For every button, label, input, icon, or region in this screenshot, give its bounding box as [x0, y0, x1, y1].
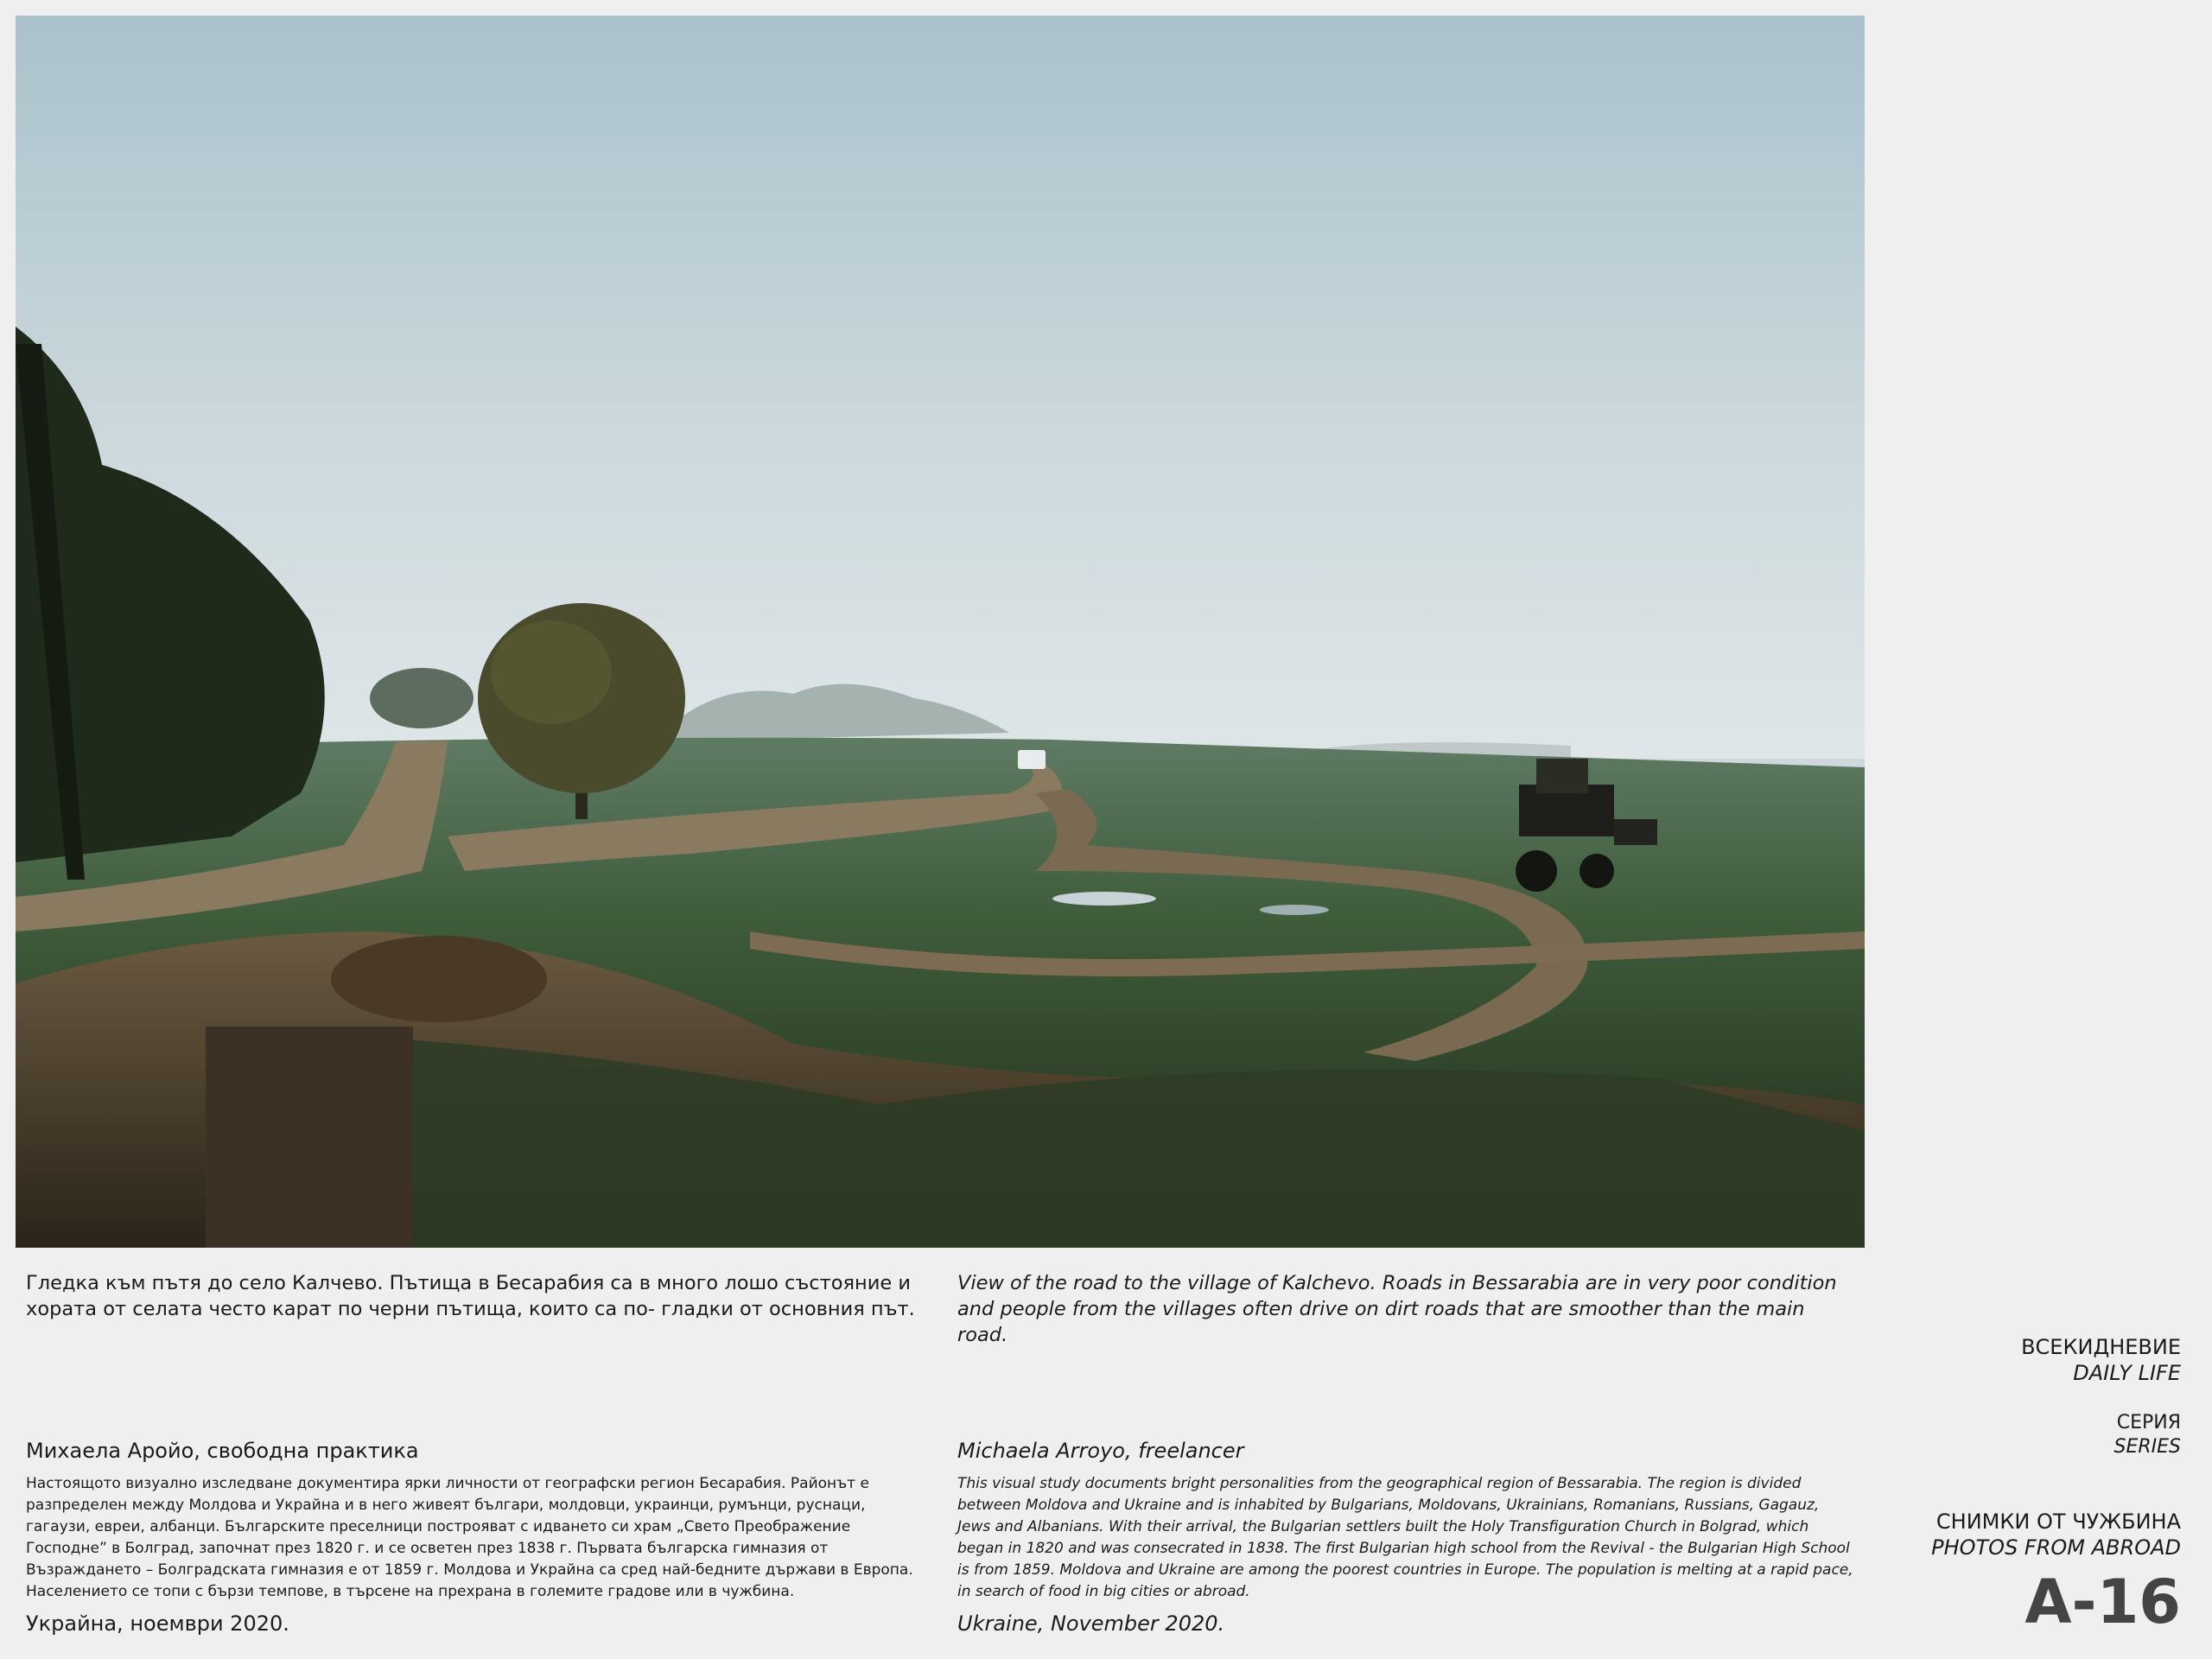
- series-title-bg: СНИМКИ ОТ ЧУЖБИНА: [1936, 1510, 2181, 1534]
- topic-bg: ВСЕКИДНЕВИЕ: [2021, 1335, 2181, 1359]
- puddle-small: [1260, 905, 1329, 915]
- place-en: Ukraine, November 2020.: [957, 1611, 1225, 1636]
- description-bg: Настоящото визуално изследване документира ярки личности от географски регион Бесарабия. Районът е разпределен между Молдова и Украйна и в него живеят българи, молдовци, украинци, румънци, руснаци, гагаузи, евреи, албанци. Българските преселници построяват с идването си храм „Свето Преображение Господне” в Болград, започнат през 1820 г. и се осветен през 1838 г. Първата българска гимназия от Възраждането – Болградската гимназия е от 1859 г. Молдова и Украйна са сред най-бедните държави в Европа. Населението се топи с бързи темпове, в търсене на прехрана в големите градове или в чужбина.: [26, 1475, 913, 1600]
- description-en: This visual study documents bright personalities from the geographical region of Bessarabia. The region is divided between Moldova and Ukraine and is inhabited by Bulgarians, Moldovans, Ukrainians, Romanians, Russians, Gagauz, Jews and Albanians. With their arrival, the Bulgarian settlers built the Holy Transfiguration Church in Bolgrad, which began in 1820 and was consecrated in 1838. The first Bulgarian high school from the Revival - the Bulgarian High School is from 1859. Moldova and Ukraine are among the poorest countries in Europe. The population is melting at a rapid pace, in search of food in big cities or abroad.: [957, 1475, 1853, 1600]
- topic-en: DAILY LIFE: [2073, 1361, 2181, 1385]
- mid-trees: [370, 668, 474, 728]
- series-title: [1835, 1509, 2181, 1560]
- landscape-photo-icon: [16, 16, 1865, 1248]
- topic-label: [1835, 1334, 2181, 1386]
- stone-wall: [206, 1027, 413, 1248]
- author-en: Michaela Arroyo, freelancer: [957, 1439, 1244, 1463]
- author-bg: Михаела Аройо, свободна практика: [26, 1439, 419, 1463]
- series-bg: СЕРИЯ: [2116, 1412, 2181, 1433]
- series-en: SERIES: [2113, 1436, 2181, 1458]
- photo-code: A-16: [2024, 1567, 2181, 1637]
- series-label: [1835, 1411, 2181, 1459]
- van-icon: [1018, 750, 1046, 769]
- caption-en: View of the road to the village of Kalchevo. Roads in Bessarabia are in very poor condition and people from the villages often drive on dirt roads that are smoother than the main road.: [957, 1272, 1837, 1346]
- place-bg: Украйна, ноември 2020.: [26, 1611, 289, 1636]
- main-photo: [16, 16, 1865, 1248]
- puddle: [1052, 892, 1156, 906]
- dry-bush: [331, 936, 547, 1022]
- series-title-en: PHOTOS FROM ABROAD: [1931, 1535, 2181, 1560]
- big-tree-highlight: [491, 620, 612, 724]
- caption-bg: Гледка към пътя до село Калчево. Пътища в Бесарабия са в много лошо състояние и хората от селата често карат по черни пътища, които са по- гладки от основния път.: [26, 1272, 915, 1320]
